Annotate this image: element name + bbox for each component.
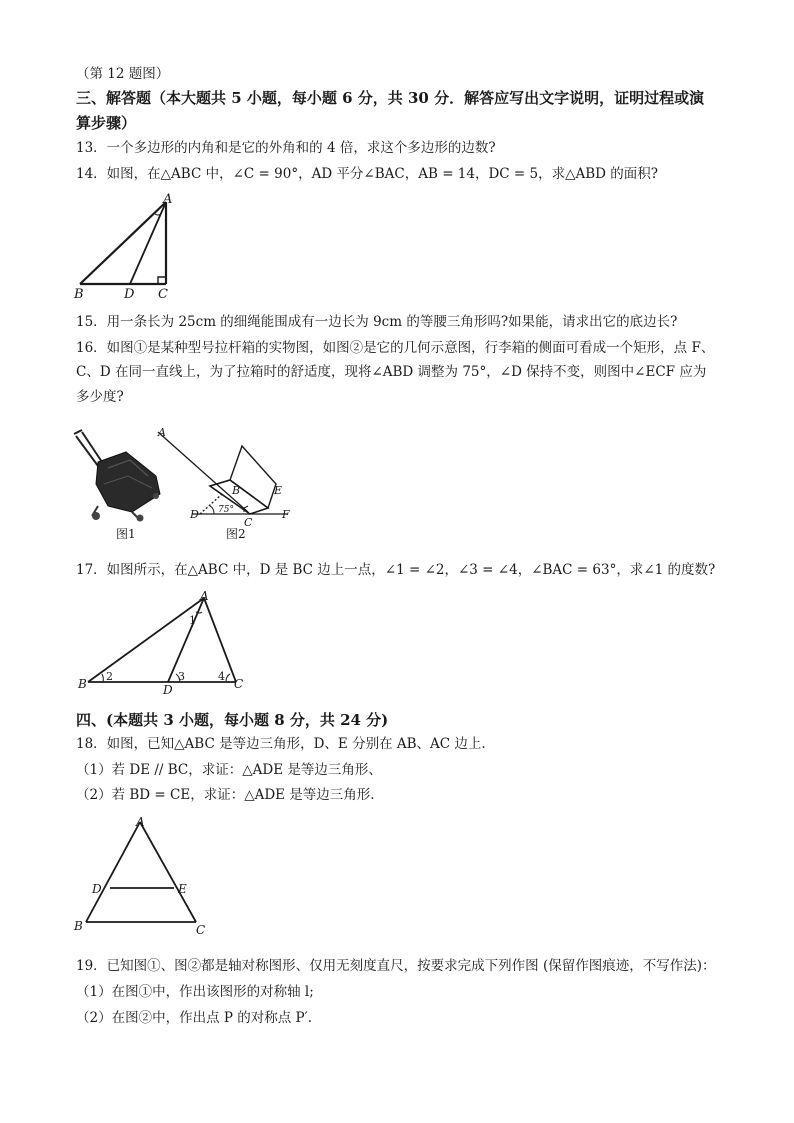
question-18-stem: 18．如图，已知△ABC 是等边三角形，D、E 分别在 AB、AC 边上. bbox=[76, 736, 486, 752]
label-D: D bbox=[124, 287, 135, 302]
figure2-caption: 图2 bbox=[226, 527, 246, 541]
angle-label-75: 75° bbox=[218, 505, 234, 515]
label-A: A bbox=[158, 426, 166, 439]
figure1-caption: 图1 bbox=[116, 527, 136, 541]
label-B: B bbox=[232, 484, 241, 497]
label-A: A bbox=[163, 192, 173, 207]
question-18-part2: （2）若 BD = CE，求证：△ADE 是等边三角形. bbox=[76, 787, 375, 803]
label-A: A bbox=[136, 815, 145, 829]
label-C: C bbox=[234, 677, 244, 691]
figure-q14-triangle bbox=[70, 192, 190, 304]
label-D: D bbox=[163, 683, 173, 697]
label-D: D bbox=[92, 882, 102, 896]
question-16-line2: C、D 在同一直线上，为了拉箱时的舒适度，现将∠ABD 调整为 75°，∠D 保持不变，则图中∠ECF 应为 bbox=[76, 364, 707, 380]
question-15: 15．用一条长为 25cm 的细绳能围成有一边长为 9cm 的等腰三角形吗?如果能，请求出它的底边长? bbox=[76, 314, 678, 330]
question-19-part1: （1）在图①中，作出该图形的对称轴 l; bbox=[76, 984, 314, 1000]
angle-4-label: 4 bbox=[218, 670, 225, 683]
label-A: A bbox=[200, 589, 209, 603]
angle-3-label: 3 bbox=[178, 670, 185, 683]
label-F: F bbox=[282, 508, 290, 521]
label-E: E bbox=[274, 484, 283, 497]
caption-q12: （第 12 题图） bbox=[76, 66, 170, 82]
figure-q16-diagram bbox=[152, 424, 302, 544]
label-B: B bbox=[74, 287, 84, 302]
label-C: C bbox=[196, 923, 206, 937]
label-E: E bbox=[178, 882, 187, 896]
question-18-part1: （1）若 DE // BC，求证：△ADE 是等边三角形、 bbox=[76, 762, 382, 778]
question-16-line3: 多少度? bbox=[76, 389, 124, 405]
section3-heading-line1: 三、解答题（本大题共 5 小题，每小题 6 分，共 30 分．解答应写出文字说明，证明过程或演 bbox=[76, 89, 705, 107]
label-C: C bbox=[244, 516, 253, 529]
label-D: D bbox=[190, 508, 199, 521]
question-19-part2: （2）在图②中，作出点 P 的对称点 P′. bbox=[76, 1010, 312, 1026]
section3-heading-line2: 算步骤） bbox=[76, 114, 137, 132]
question-16-line1: 16．如图①是某种型号拉杆箱的实物图，如图②是它的几何示意图，行李箱的侧面可看成一个矩形，点 F、 bbox=[76, 340, 715, 356]
label-C: C bbox=[158, 287, 168, 302]
question-19-stem: 19．已知图①、图②都是轴对称图形、仅用无刻度直尺，按要求完成下列作图 (保留作图痕迹，不写作法)： bbox=[76, 958, 716, 974]
question-17: 17．如图所示，在△ABC 中，D 是 BC 边上一点，∠1 = ∠2，∠3 = ∠4，∠BAC = 63°，求∠1 的度数? bbox=[76, 562, 716, 578]
angle-1-label: 1 bbox=[189, 614, 196, 627]
section4-heading: 四、(本题共 3 小题，每小题 8 分，共 24 分) bbox=[76, 711, 389, 729]
angle-2-label: 2 bbox=[106, 670, 113, 683]
question-14: 14．如图，在△ABC 中，∠C = 90°，AD 平分∠BAC，AB = 14，DC = 5，求△ABD 的面积? bbox=[76, 166, 659, 182]
question-13: 13．一个多边形的内角和是它的外角和的 4 倍，求这个多边形的边数? bbox=[76, 140, 496, 156]
figure-q18-triangle bbox=[72, 812, 222, 938]
label-B: B bbox=[78, 677, 87, 691]
label-B: B bbox=[74, 919, 83, 933]
figure-q17-triangle bbox=[68, 588, 258, 698]
